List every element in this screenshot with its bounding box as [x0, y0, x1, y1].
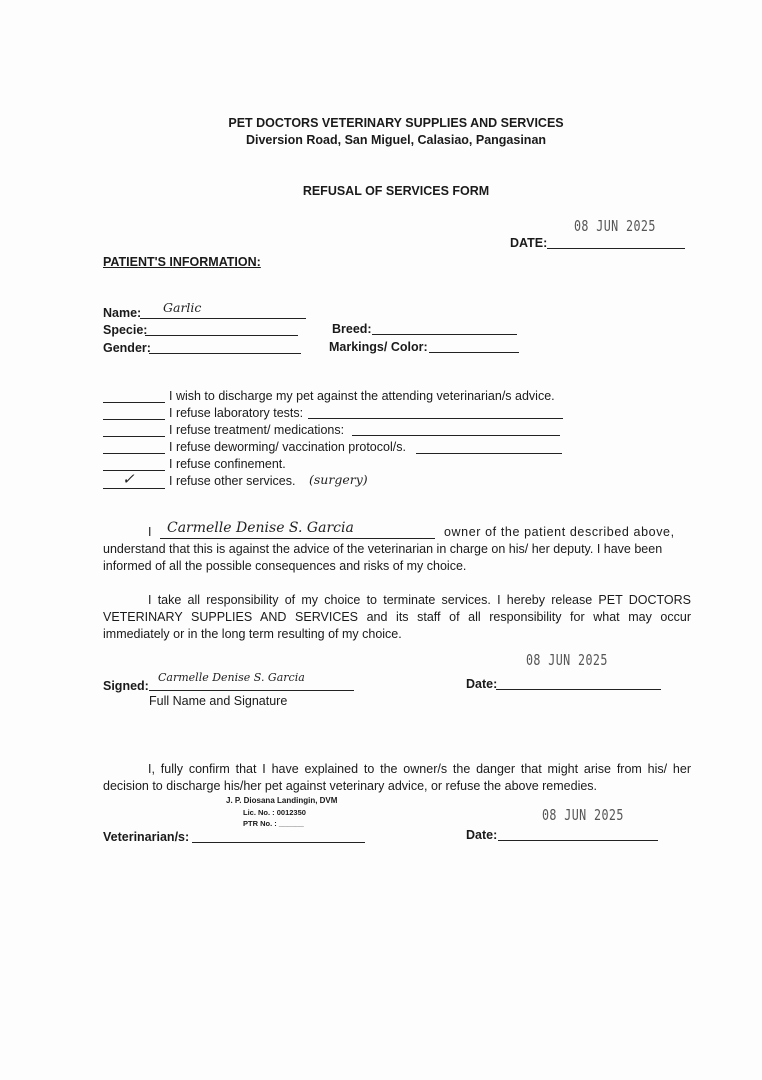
option-checkmark: ✓	[122, 470, 135, 488]
option-checkline[interactable]	[103, 453, 165, 454]
breed-label: Breed:	[332, 322, 372, 336]
option-text: I refuse laboratory tests:	[169, 406, 304, 420]
statement-line1: owner of the patient described above,	[444, 525, 675, 539]
option-detail-line[interactable]	[416, 453, 562, 454]
date-line-top	[547, 248, 685, 249]
clinic-name: PET DOCTORS VETERINARY SUPPLIES AND SERVICES	[228, 116, 564, 130]
statement-prefix: I	[148, 525, 152, 539]
vet-date-label: Date:	[466, 828, 498, 842]
vet-stamp-name: J. P. Diosana Landingin, DVM	[226, 796, 338, 805]
markings-label: Markings/ Color:	[329, 340, 428, 354]
gender-label: Gender:	[103, 341, 151, 355]
responsibility-paragraph: I take all responsibility of my choice to terminate services. I hereby release PET DOCTORS VETERINARY SUPPLIES AND SERVICES and its staff of all responsibility for what may occur immediately or in the long term resulting of my choice.	[103, 593, 691, 641]
option-checkline[interactable]	[103, 402, 165, 403]
statement-line3: informed of all the possible consequences and risks of my choice.	[103, 559, 467, 573]
signed-value: Carmelle Denise S. Garcia	[158, 671, 305, 684]
option-detail-line[interactable]	[352, 435, 560, 436]
clinic-address: Diversion Road, San Miguel, Calasiao, Pangasinan	[245, 133, 547, 147]
owner-name: Carmelle Denise S. Garcia	[167, 520, 354, 536]
option-checkline[interactable]	[103, 488, 165, 489]
markings-field[interactable]	[429, 352, 519, 353]
signed-label: Signed:	[103, 679, 149, 693]
patient-section-title: PATIENT'S INFORMATION:	[103, 255, 261, 269]
name-field[interactable]	[140, 318, 306, 319]
signature-line[interactable]	[149, 690, 354, 691]
vet-date-line[interactable]	[498, 840, 658, 841]
vet-stamp-ptr: PTR No. : ______	[243, 819, 304, 828]
option-text: I refuse treatment/ medications:	[169, 423, 345, 437]
option-checkline[interactable]	[103, 419, 165, 420]
form-title: REFUSAL OF SERVICES FORM	[302, 184, 490, 198]
specie-label: Specie:	[103, 323, 148, 337]
owner-name-line[interactable]	[160, 538, 435, 539]
option-checkline[interactable]	[103, 436, 165, 437]
option-detail-line[interactable]	[308, 418, 563, 419]
signed-date-line[interactable]	[496, 689, 661, 690]
signature-caption: Full Name and Signature	[149, 694, 288, 708]
name-label: Name:	[103, 306, 142, 320]
date-stamp-vet: 08 JUN 2025	[542, 806, 624, 824]
confirmation-paragraph: I, fully confirm that I have explained to the owner/s the danger that might arise from his/ her decision to discharge his/her pet against veterinary advice, or refuse the above remedies.	[103, 762, 691, 793]
vet-stamp-lic: Lic. No. : 0012350	[243, 808, 306, 817]
statement-line2: understand that this is against the advice of the veterinarian in charge on his/ her deputy. I have been	[103, 542, 663, 556]
date-label-top: DATE:	[510, 236, 548, 250]
option-text: I refuse other services.	[169, 474, 296, 488]
signed-date-label: Date:	[466, 677, 498, 691]
option-text: I wish to discharge my pet against the attending veterinarian/s advice.	[169, 389, 555, 403]
option-text: I refuse confinement.	[169, 457, 286, 471]
breed-field[interactable]	[372, 334, 517, 335]
option-note: (surgery)	[309, 472, 368, 487]
vet-label: Veterinarian/s:	[103, 830, 190, 844]
gender-field[interactable]	[149, 353, 301, 354]
date-stamp-signed: 08 JUN 2025	[526, 651, 608, 669]
vet-signature-line[interactable]	[192, 842, 365, 843]
option-text: I refuse deworming/ vaccination protocol/s.	[169, 440, 406, 454]
specie-field[interactable]	[145, 335, 298, 336]
name-value: Garlic	[163, 300, 202, 315]
date-stamp-top: 08 JUN 2025	[574, 217, 656, 235]
